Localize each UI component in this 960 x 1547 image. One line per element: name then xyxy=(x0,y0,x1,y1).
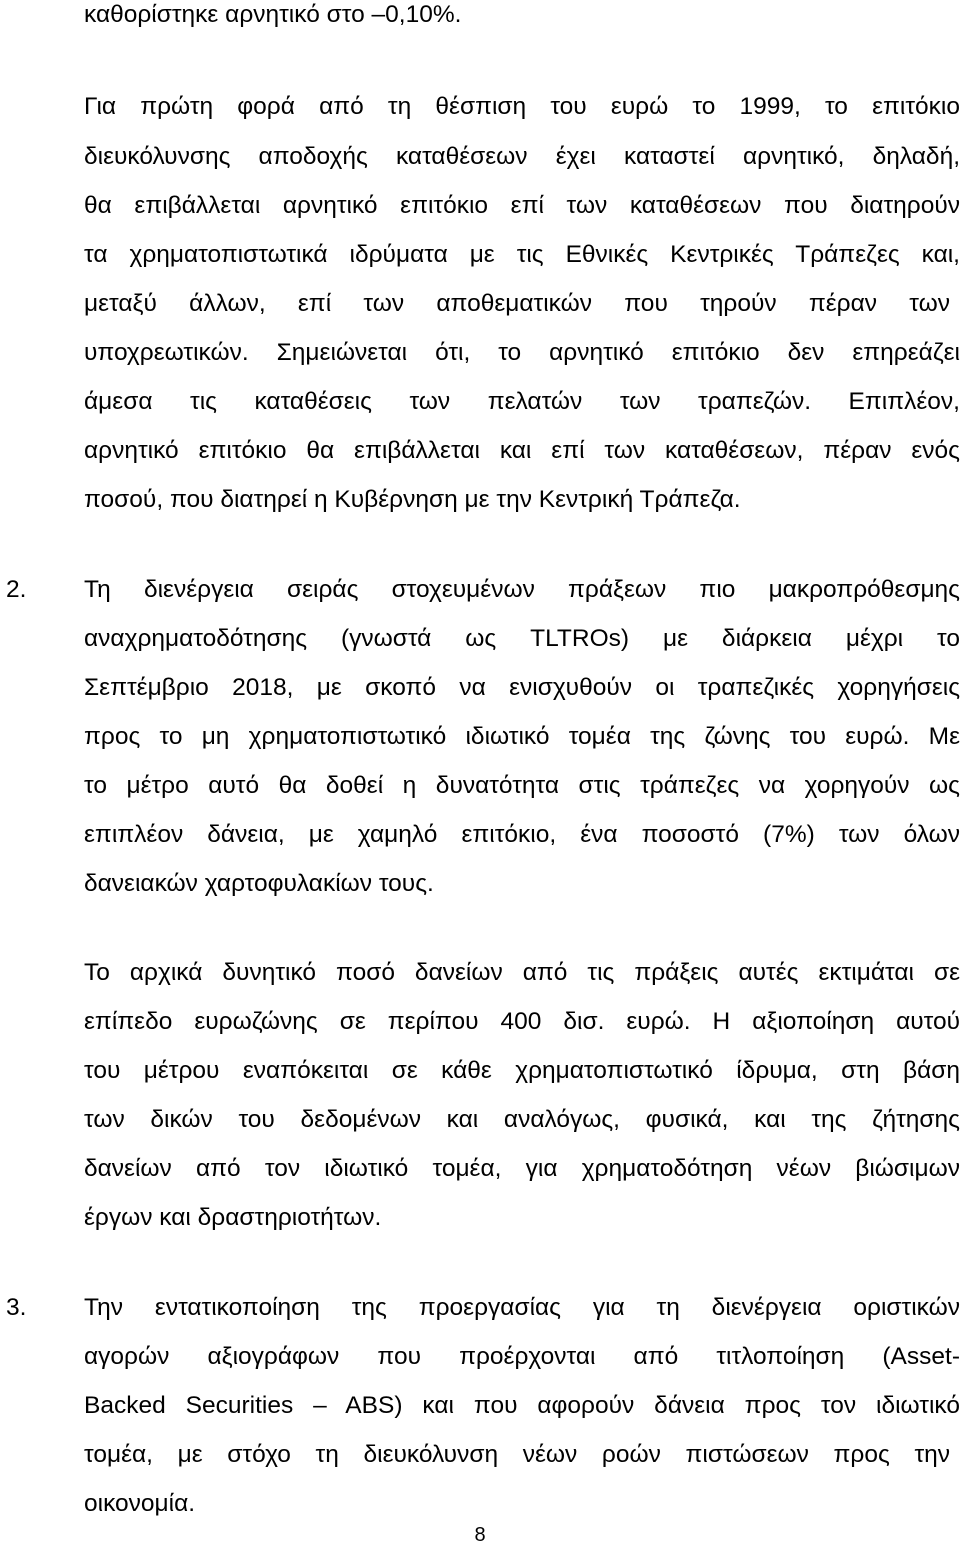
item-line: Σεπτέμβριο 2018, με σκοπό να ενισχυθούν οι τραπεζικές χορηγήσεις xyxy=(84,674,960,701)
page-number: 8 xyxy=(474,1524,486,1546)
item-line: δανειακών χαρτοφυλακίων τους. xyxy=(84,870,434,897)
paragraph-line: έργων και δραστηριοτήτων. xyxy=(84,1204,382,1231)
paragraph-line: θα επιβάλλεται αρνητικό επιτόκιο επί των καταθέσεων που διατηρούν xyxy=(84,192,960,219)
paragraph-line: επίπεδο ευρωζώνης σε περίπου 400 δισ. ευρώ. Η αξιοποίηση αυτού xyxy=(84,1008,960,1035)
item-line: αγορών αξιογράφων που προέρχονται από τιτλοποίηση (Asset- xyxy=(84,1343,960,1370)
item-line: τομέα, με στόχο τη διευκόλυνση νέων ροών πιστώσεων προς την xyxy=(84,1441,950,1468)
item-line: Backed Securities – ABS) και που αφορούν δάνεια προς τον ιδιωτικό xyxy=(84,1392,960,1419)
item-line: αναχρηματοδότησης (γνωστά ως TLTROs) με διάρκεια μέχρι το xyxy=(84,625,960,652)
item-number: 3. xyxy=(6,1294,27,1321)
paragraph-line: του μέτρου εναπόκειται σε κάθε χρηματοπιστωτικό ίδρυμα, στη βάση xyxy=(84,1057,960,1084)
item-line: Την εντατικοποίηση της προεργασίας για τη διενέργεια οριστικών xyxy=(84,1294,960,1321)
paragraph-line: διευκόλυνσης αποδοχής καταθέσεων έχει καταστεί αρνητικό, δηλαδή, xyxy=(84,143,960,170)
paragraph-line: υποχρεωτικών. Σημειώνεται ότι, το αρνητικό επιτόκιο δεν επηρεάζει xyxy=(84,339,960,366)
paragraph-line: μεταξύ άλλων, επί των αποθεματικών που τηρούν πέραν των xyxy=(84,290,950,317)
item-line: προς το μη χρηματοπιστωτικό ιδιωτικό τομέα της ζώνης του ευρώ. Με xyxy=(84,723,960,750)
paragraph-line: των δικών του δεδομένων και αναλόγως, φυσικά, και της ζήτησης xyxy=(84,1106,960,1133)
item-line: επιπλέον δάνεια, με χαμηλό επιτόκιο, ένα ποσοστό (7%) των όλων xyxy=(84,821,960,848)
item-line: Τη διενέργεια σειράς στοχευμένων πράξεων πιο μακροπρόθεσμης xyxy=(84,576,960,603)
paragraph-line: Το αρχικά δυνητικό ποσό δανείων από τις πράξεις αυτές εκτιμάται σε xyxy=(84,959,960,986)
paragraph-line: Για πρώτη φορά από τη θέσπιση του ευρώ το 1999, το επιτόκιο xyxy=(84,93,960,120)
paragraph-line: δανείων από τον ιδιωτικό τομέα, για χρηματοδότηση νέων βιώσιμων xyxy=(84,1155,960,1182)
intro-tail-line: καθορίστηκε αρνητικό στο –0,10%. xyxy=(84,1,462,28)
paragraph-line: άμεσα τις καταθέσεις των πελατών των τραπεζών. Επιπλέον, xyxy=(84,388,960,415)
item-line: οικονομία. xyxy=(84,1490,196,1517)
paragraph-line: αρνητικό επιτόκιο θα επιβάλλεται και επί των καταθέσεων, πέραν ενός xyxy=(84,437,960,464)
item-number: 2. xyxy=(6,576,27,603)
item-line: το μέτρο αυτό θα δοθεί η δυνατότητα στις τράπεζες να χορηγούν ως xyxy=(84,772,960,799)
paragraph-line: ποσού, που διατηρεί η Κυβέρνηση με την Κεντρική Τράπεζα. xyxy=(84,486,741,513)
paragraph-line: τα χρηματοπιστωτικά ιδρύματα με τις Εθνικές Κεντρικές Τράπεζες και, xyxy=(84,241,960,268)
